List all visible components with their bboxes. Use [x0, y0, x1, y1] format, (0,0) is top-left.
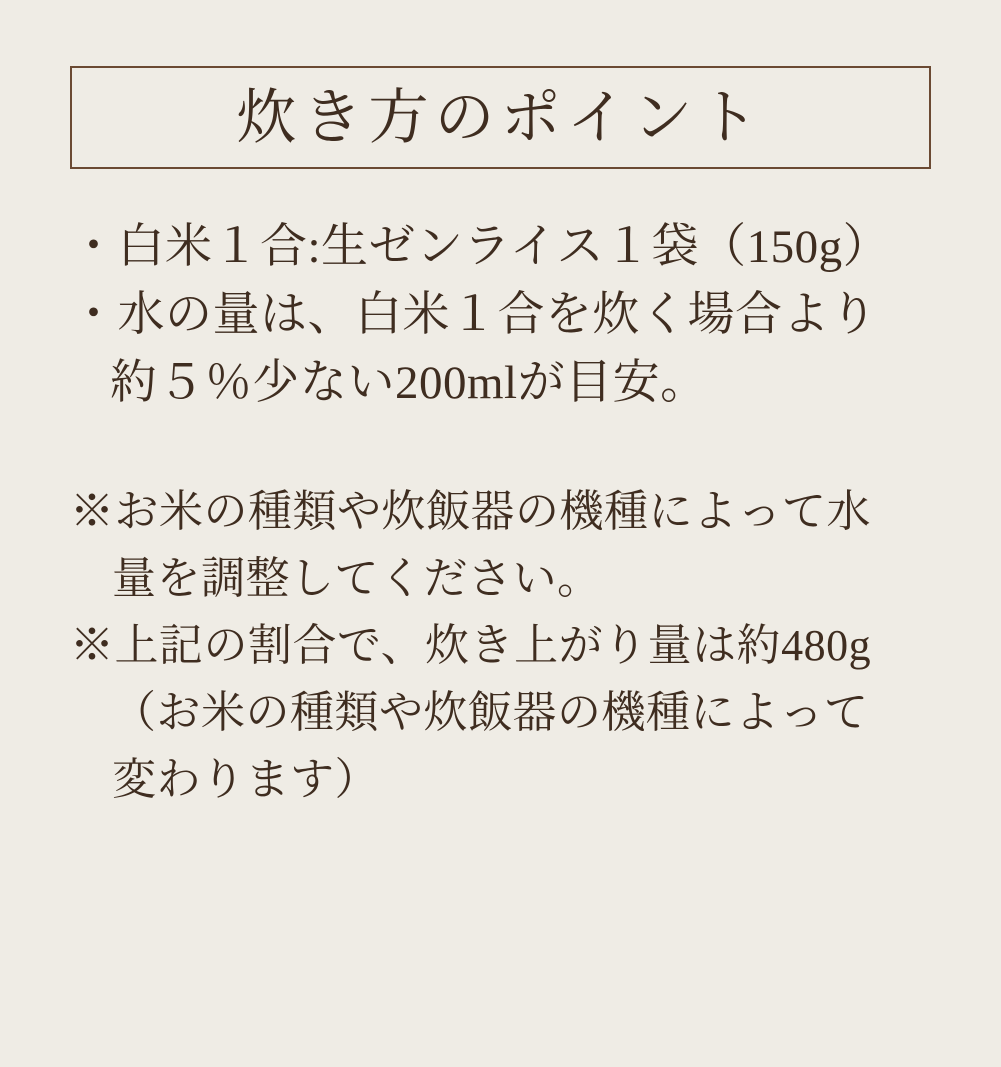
title-box: [70, 66, 931, 169]
list-item: ※上記の割合で、炊き上がり量は約480g: [70, 621, 872, 671]
list-item: 約５％少ない200mlが目安。: [110, 357, 708, 410]
list-item: ・水の量は、白米１合を炊く場合より: [70, 289, 878, 342]
page-title: 炊き方のポイント: [236, 84, 765, 151]
list-item: 量を調整してください。: [112, 554, 602, 604]
note-list: [70, 479, 931, 813]
instruction-card: [0, 66, 1001, 1067]
list-item: （お米の種類や炊飯器の機種によって: [112, 688, 869, 738]
list-item: ※お米の種類や炊飯器の機種によって水: [70, 487, 871, 537]
bullet-list: [70, 213, 931, 417]
list-item: 変わります）: [112, 754, 379, 804]
list-item: ・白米１合:生ゼンライス１袋（150g）: [70, 221, 891, 273]
